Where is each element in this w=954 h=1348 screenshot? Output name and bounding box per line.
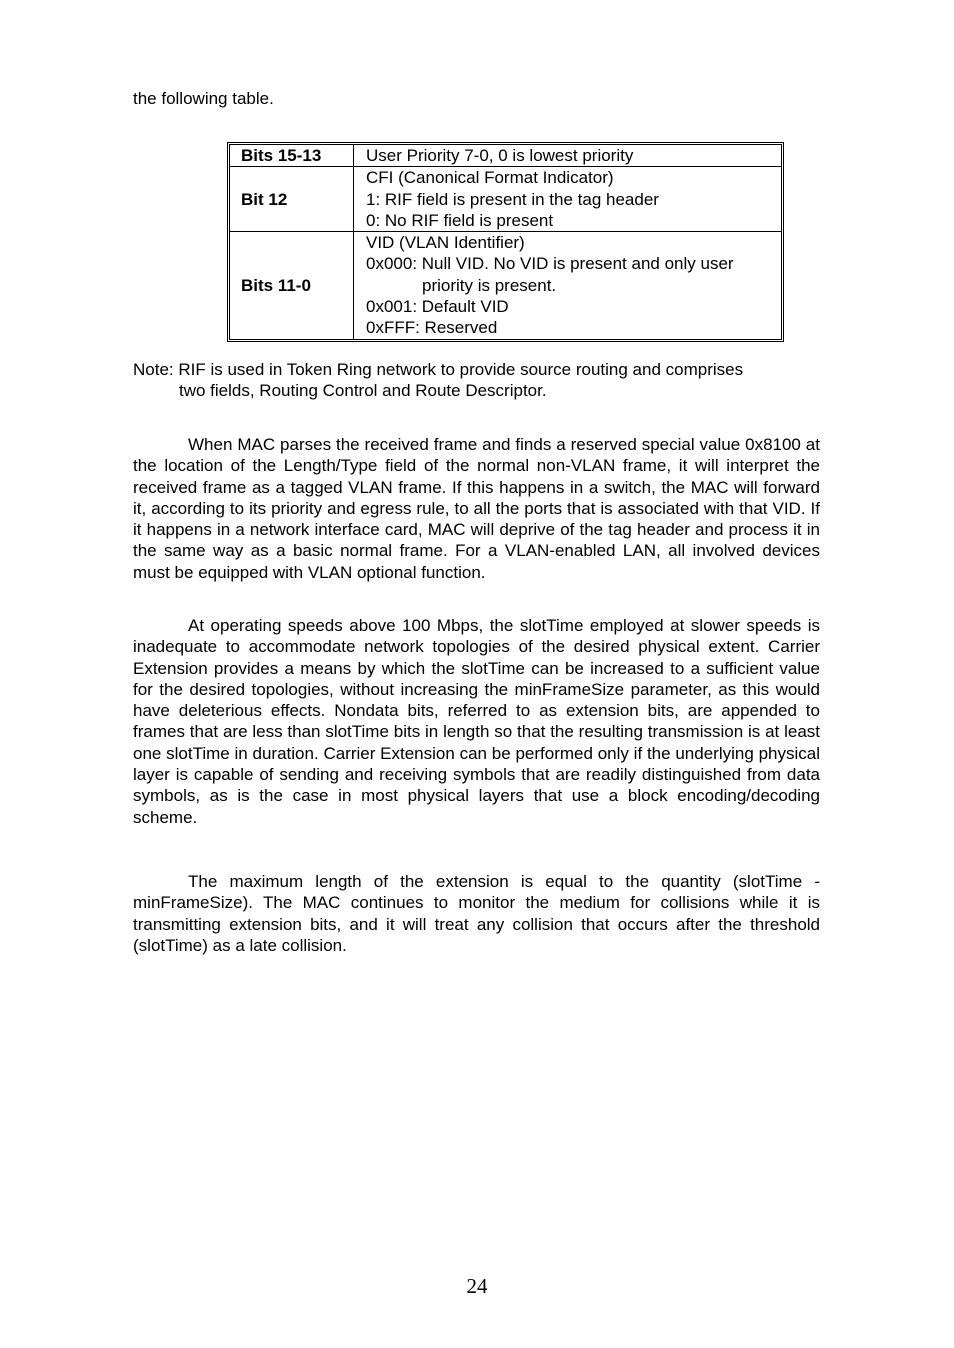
intro-text: the following table. [133,89,274,108]
vlan-tag-bits-table [227,142,784,342]
description-line: 1: RIF field is present in the tag header [366,189,659,209]
bit-12-key: Bit 12 [230,166,354,231]
bit-12-description [354,166,781,231]
description-line: VID (VLAN Identifier) [366,233,525,253]
table-row [230,166,781,231]
bits-11-0-description [354,231,781,338]
note-line: two fields, Routing Control and Route Descriptor. [179,381,547,401]
bits-11-0-key: Bits 11-0 [230,231,354,338]
note-line: Note: RIF is used in Token Ring network to provide source routing and comprises [133,360,744,379]
description-line: 0x000: Null VID. No VID is present and only user [366,254,734,274]
rif-note [133,359,823,402]
paragraph-extension-length: The maximum length of the extension is equal to the quantity (slotTime - minFrameSize). The MAC continues to monitor the medium for collisions while it is transmitting extension bits, and it will treat any collision that occurs after the threshold (slotTime) as a late collision. [133,872,820,955]
description-line: 0xFFF: Reserved [366,318,498,338]
table-row [230,231,781,338]
paragraph-vlan-parsing: When MAC parses the received frame and finds a reserved special value 0x8100 at the location of the Length/Type field of the normal non-VLAN frame, it will interpret the received frame as a tagged VLAN frame. If this happens in a switch, the MAC will forward it, according to its priority and egress rule, to all the ports that is associated with that VID. If it happens in a network interface card, MAC will deprive of the tag header and process it in the same way as a basic normal frame. For a VLAN-enabled LAN, all involved devices must be equipped with VLAN optional function. [133,435,820,582]
description-line: 0x001: Default VID [366,297,509,317]
description-line: CFI (Canonical Format Indicator) [366,168,614,188]
bits-15-13-key: Bits 15-13 [230,145,354,166]
table-row [230,145,781,166]
paragraph-carrier-extension: At operating speeds above 100 Mbps, the slotTime employed at slower speeds is inadequate to accommodate network topologies of the desired physical extent. Carrier Extension provides a means by which the slotTime can be increased to a sufficient value for the desired topologies, without increasing the minFrameSize parameter, as this would have deleterious effects. Nondata bits, referred to as extension bits, are appended to frames that are less than slotTime bits in length so that the resulting transmission is at least one slotTime in duration. Carrier Extension can be performed only if the underlying physical layer is capable of sending and receiving symbols that are readily distinguished from data symbols, as is the case in most physical layers that use a block encoding/decoding scheme. [133,616,820,827]
description-line: priority is present. [422,275,557,295]
bits-15-13-description [354,145,781,166]
description-line: 0: No RIF field is present [366,210,554,230]
description-line: User Priority 7-0, 0 is lowest priority [366,146,634,165]
page-number: 24 [466,1274,488,1298]
